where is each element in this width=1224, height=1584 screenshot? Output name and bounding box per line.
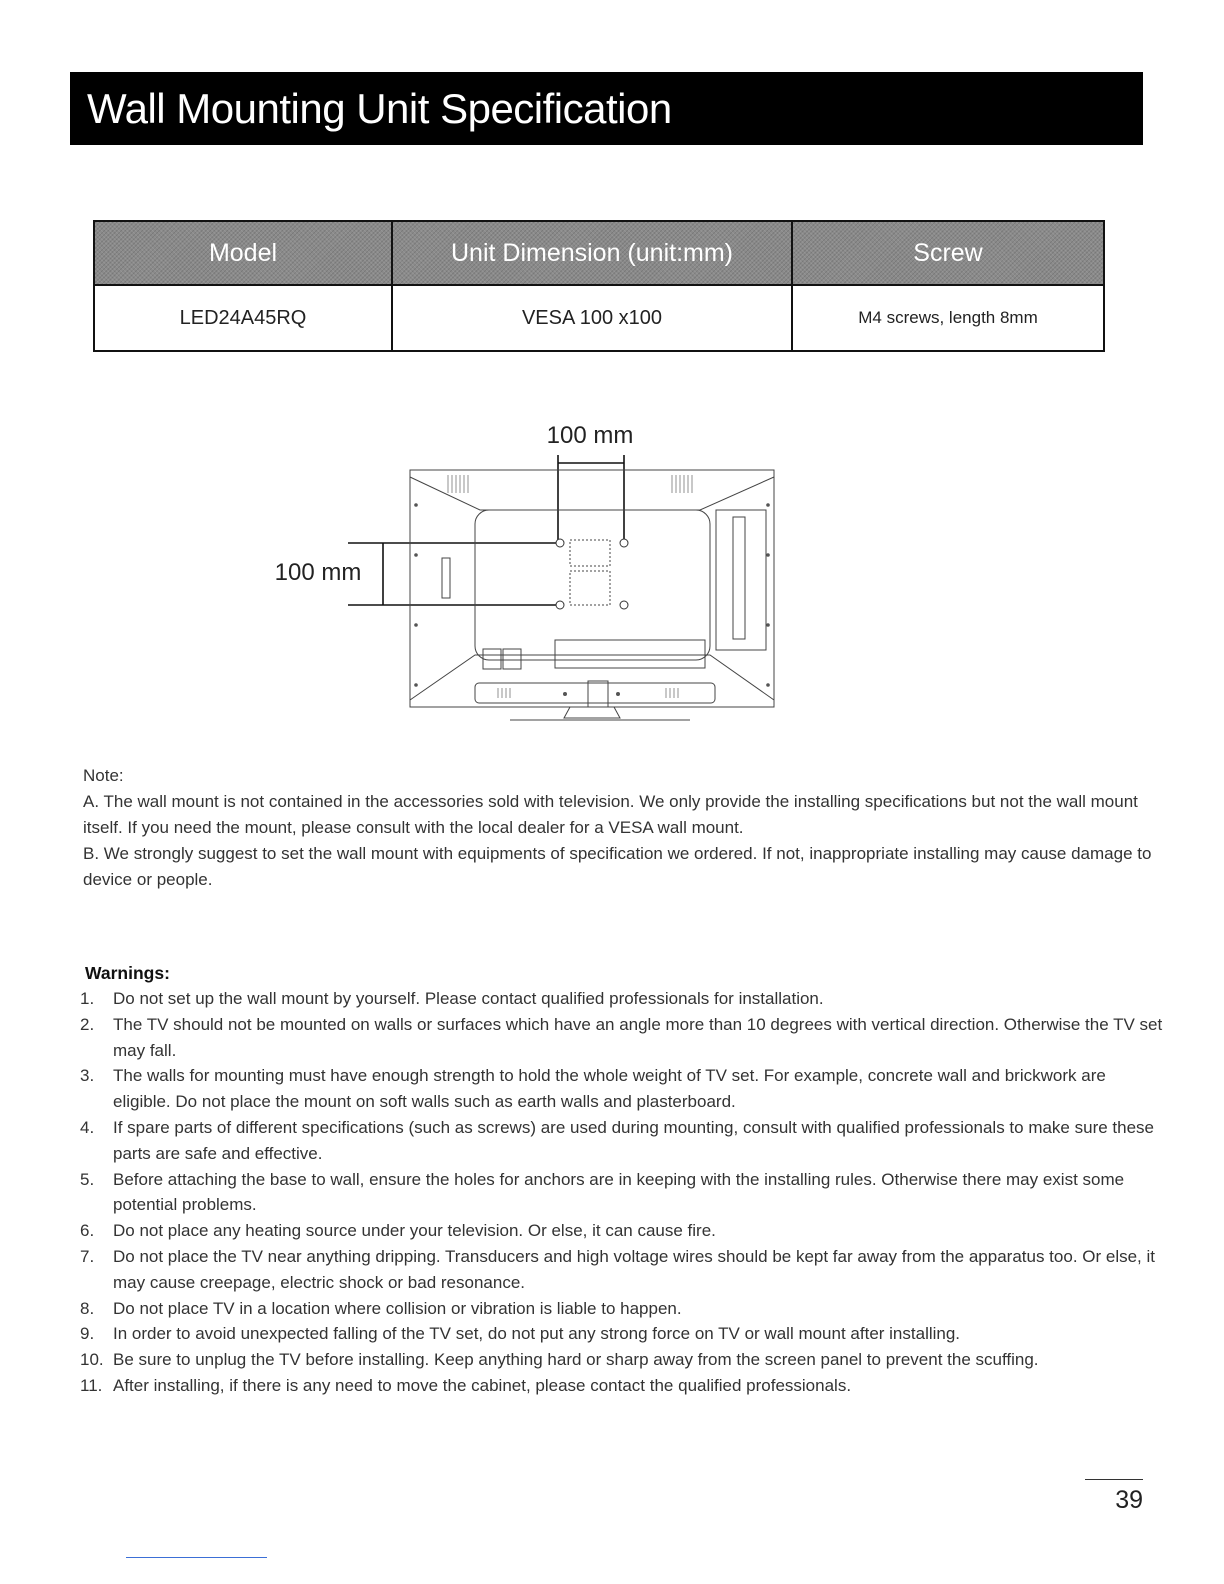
tv-back-outline: [410, 470, 774, 720]
spec-table-header-row: [94, 221, 1104, 285]
warnings-list: [80, 986, 1168, 1399]
list-item: 9. In order to avoid unexpected falling of the TV set, do not put any strong force on TV or wall mount after installing.: [80, 1324, 961, 1344]
cell-screw: M4 screws, length 8mm: [792, 285, 1104, 351]
page-title-bar: [70, 72, 1143, 145]
note-a: A. The wall mount is not contained in the accessories sold with television. We only provide the installing specifications but not the wall mount itself. If you need the mount, please consult with the local dealer for a VESA wall mount.: [83, 792, 1138, 837]
list-item: 2. The TV should not be mounted on walls or surfaces which have an angle more than 10 degrees with vertical direction. Otherwise the TV set may fall.: [80, 1014, 1163, 1060]
warnings-heading: Warnings:: [85, 963, 170, 983]
horizontal-dimension-label: 100 mm: [546, 422, 634, 449]
list-item: 6. Do not place any heating source under your television. Or else, it can cause fire.: [80, 1221, 716, 1241]
horizontal-dimension-lines: [558, 455, 624, 543]
page-number: 39: [1115, 1486, 1143, 1514]
list-item: 1. Do not set up the wall mount by yourself. Please contact qualified professionals for installation.: [80, 989, 824, 1008]
list-item: 10. Be sure to unplug the TV before installing. Keep anything hard or sharp away from the screen panel to prevent the scuffing.: [80, 1350, 1039, 1370]
vesa-mount-holes: [556, 539, 628, 609]
list-item: 4. If spare parts of different specifications (such as screws) are used during mounting, consult with qualified professionals to make sure these parts are safe and effective.: [80, 1117, 1154, 1163]
list-item: 8. Do not place TV in a location where collision or vibration is liable to happen.: [80, 1298, 682, 1318]
scan-artifact-line: [126, 1557, 267, 1558]
cell-dimension: VESA 100 x100: [392, 285, 792, 351]
vertical-dimension-label: 100 mm: [274, 559, 362, 586]
tv-back-diagram: [270, 415, 790, 735]
header-model: Model: [94, 221, 392, 285]
list-item: 7. Do not place the TV near anything dripping. Transducers and high voltage wires should be kept far away from the apparatus too. Or else, it may cause creepage, electric shock or bad resonance.: [80, 1246, 1156, 1292]
list-item: 11. After installing, if there is any need to move the cabinet, please contact the qualified professionals.: [80, 1375, 852, 1395]
note-heading: Note:: [83, 766, 124, 785]
list-item: 3. The walls for mounting must have enough strength to hold the whole weight of TV set. For example, concrete wall and brickwork are eligible. Do not place the mount on soft walls such as earth walls and plasterboard.: [80, 1066, 1106, 1112]
vertical-dimension-lines: [348, 543, 558, 605]
header-unit-dimension: Unit Dimension (unit:mm): [392, 221, 792, 285]
header-screw: Screw: [792, 221, 1104, 285]
note-section: [83, 763, 1163, 893]
spec-table: [93, 220, 1105, 352]
table-row: [94, 285, 1104, 351]
warnings-section: [80, 960, 1168, 1399]
list-item: 5. Before attaching the base to wall, ensure the holes for anchors are in keeping with the installing rules. Otherwise there may exist some potential problems.: [80, 1169, 1125, 1215]
note-b: B. We strongly suggest to set the wall mount with equipments of specification we ordered. If not, inappropriate installing may cause damage to device or people.: [83, 844, 1152, 889]
page-number-rule: [1085, 1479, 1143, 1480]
page-title: Wall Mounting Unit Specification: [87, 84, 672, 132]
cell-model: LED24A45RQ: [94, 285, 392, 351]
